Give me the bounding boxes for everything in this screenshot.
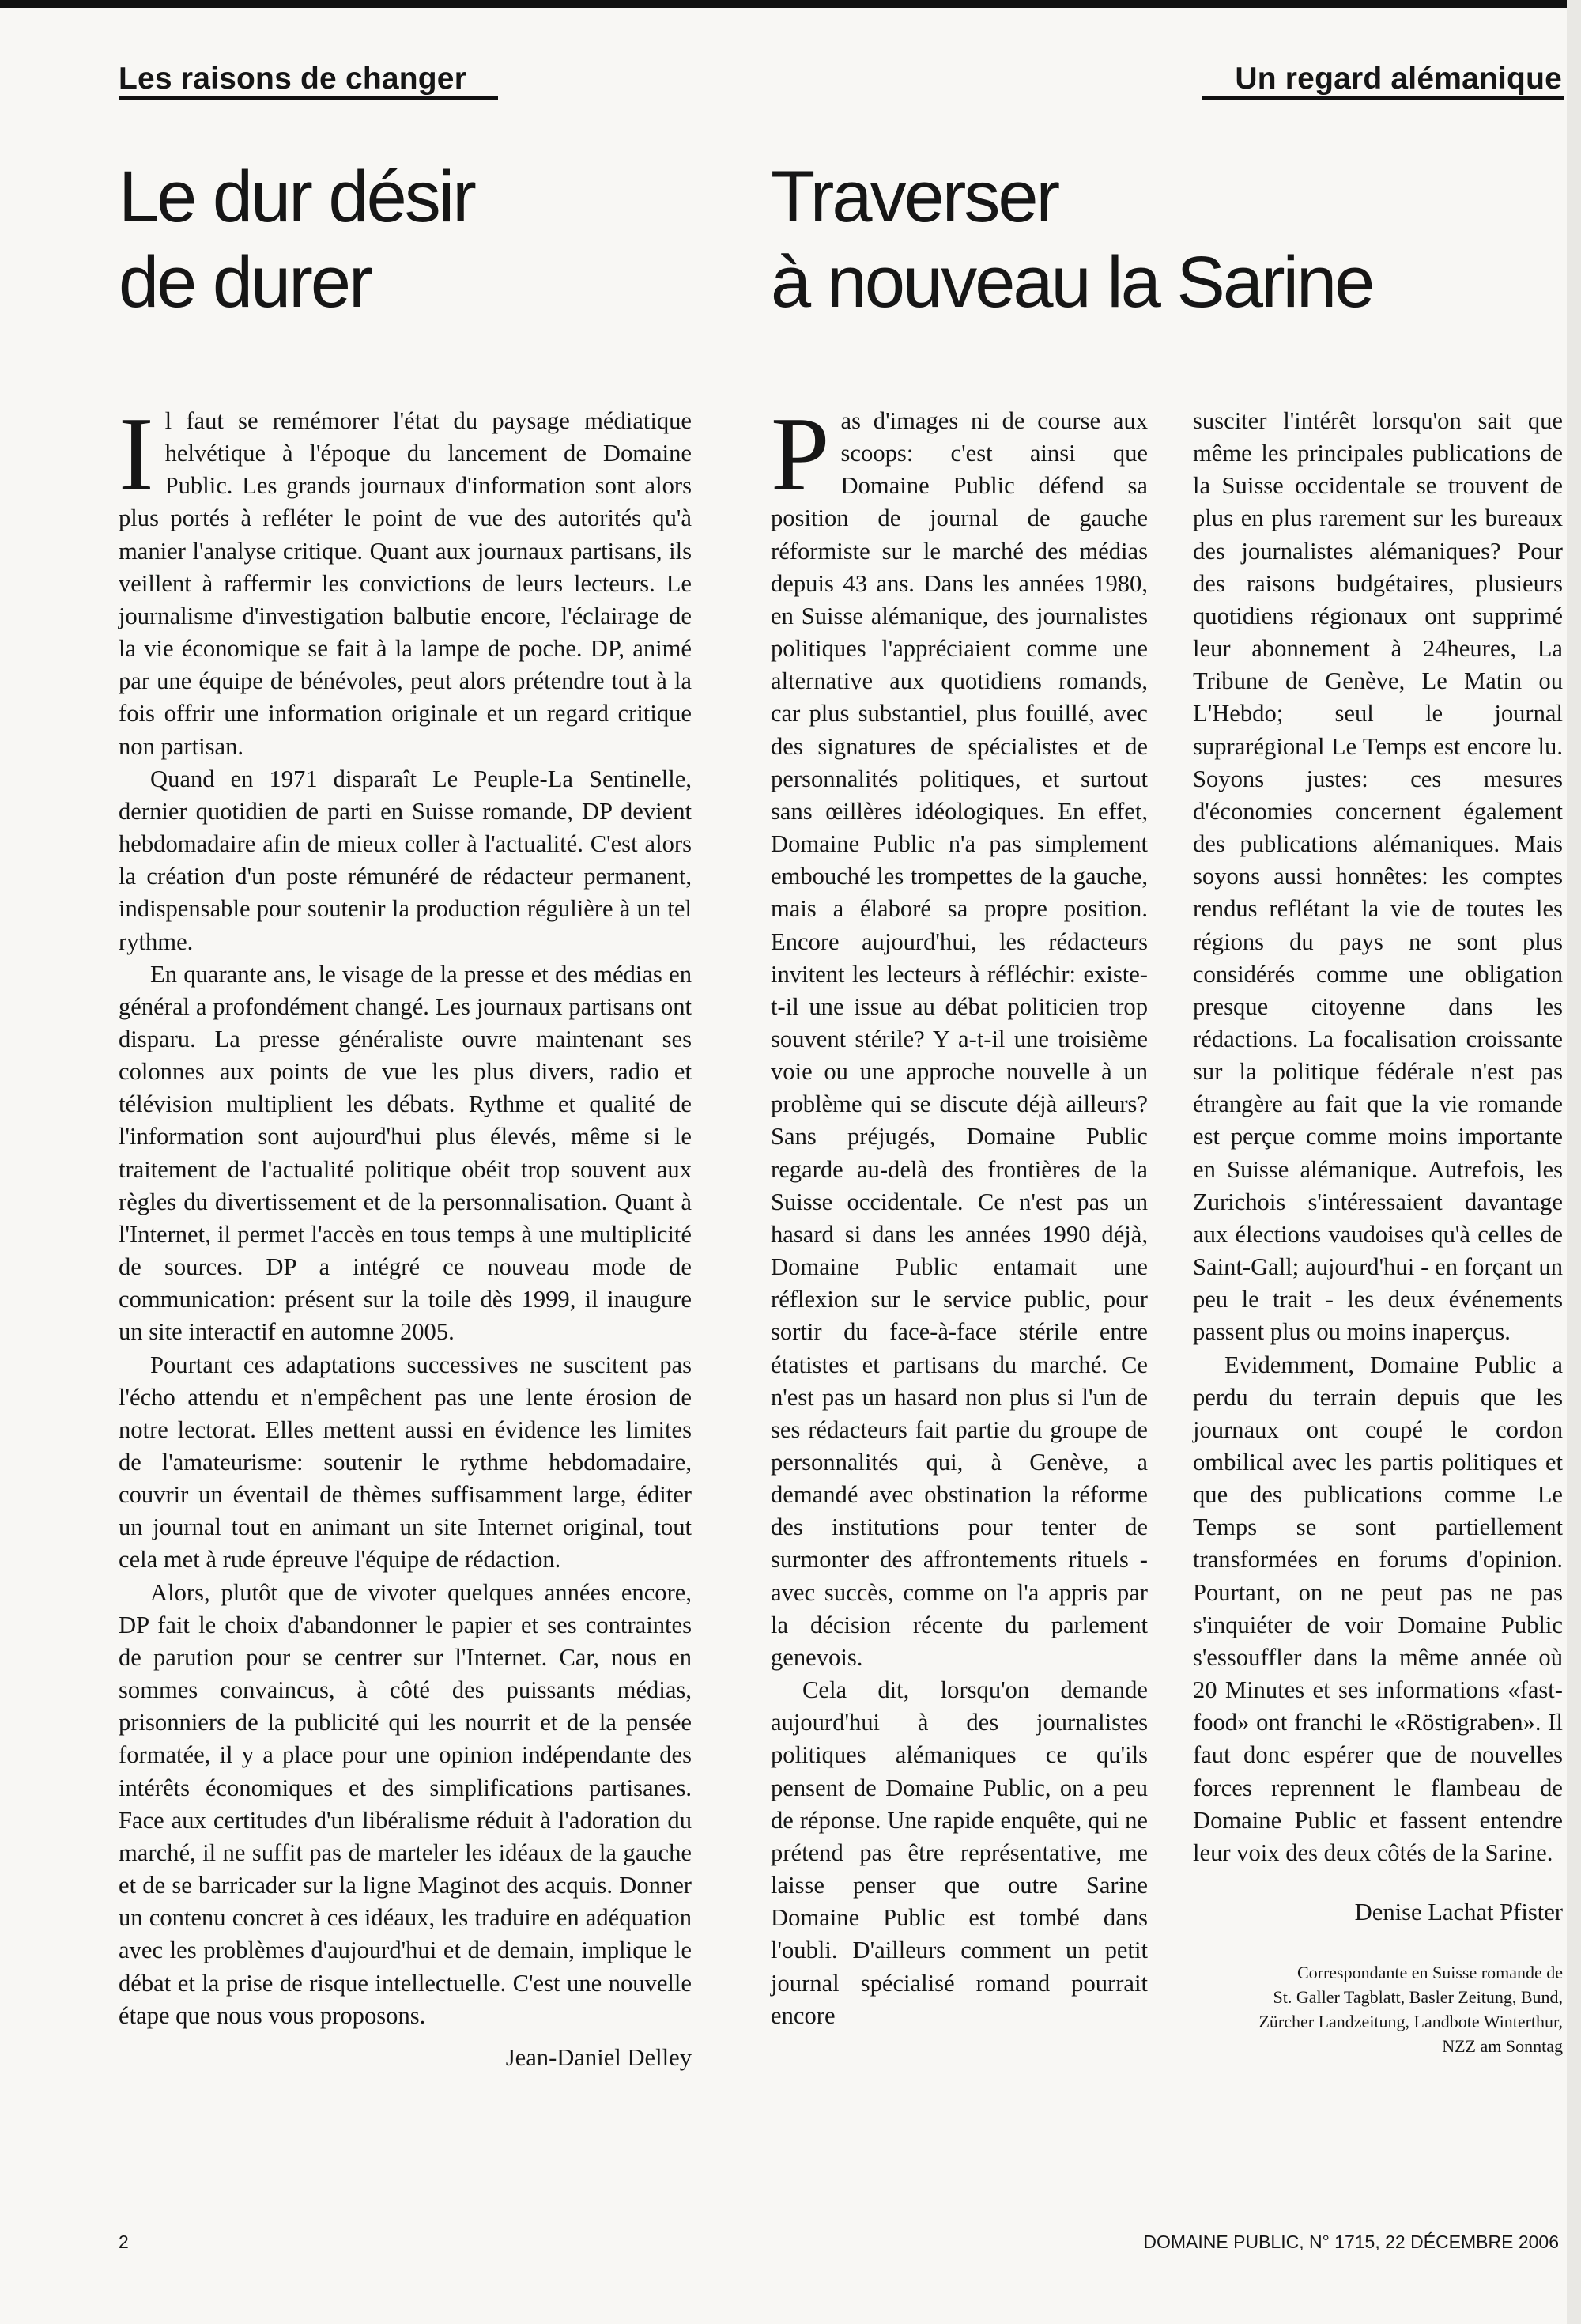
article2-paragraph-1: [771, 395, 1148, 1674]
article2-column-2: [1193, 405, 1563, 2058]
article2-headline-line1: Traverser: [771, 157, 1058, 237]
author-note-line-2: St. Galler Tagblatt, Basler Zeitung, Bund,: [1273, 1987, 1563, 2008]
publication-footer: DOMAINE PUBLIC, N° 1715, 22 DÉCEMBRE 2006: [1143, 2231, 1559, 2252]
top-rule: [0, 0, 1581, 8]
article2-paragraph-1-text: as d'images ni de course aux scoops: c'est ainsi que Domaine Public défend sa position de journal de gauche réformiste sur le marché des médias depuis 43 ans. Dans les années 1980, en Suisse alémanique, des journalistes politiques l'appréciaient comme une alternative aux quotidiens romands, car plus substantiel, plus fouillé, avec des signatures de spécialistes et de personnalités politiques, et surtout sans œillères idéologiques. En effet, Domaine Public n'a pas simplement embouché les trompettes de la gauche, mais a élaboré sa propre position. Encore aujourd'hui, les rédacteurs invitent les lecteurs à réfléchir: existe-t-il une issue au débat politicien trop souvent stérile? Y a-t-il une troisième voie ou une approche nouvelle à un problème qui se discute déjà ailleurs? Sans préjugés, Domaine Public regarde au-delà des frontières de la Suisse occidentale. Ce n'est pas un hasard si dans les années 1990 déjà, Domaine Public entamait une réflexion sur le service public, pour sortir du face-à-face stérile entre étatistes et partisans du marché. Ce n'est pas un hasard non plus si l'un de ses rédacteurs fait partie du groupe de personnalités qui, à Genève, a demandé avec obstination la réforme des institutions pour tenter de surmonter des affrontements rituels - avec succès, comme on l'a appris par la décision récente du parlement genevois.: [771, 407, 1148, 1671]
article1-headline-line2: de durer: [119, 242, 371, 323]
article1-paragraph-1-text: l faut se remémorer l'état du paysage médiatique helvétique à l'époque du lancement de Domaine Public. Les grands journaux d'information sont alors plus portés à refléter le point de vue des autorités qu'à manier l'analyse critique. Quant aux journaux partisans, ils veillent à raffermir les convictions de leurs lecteurs. Le journalisme d'investigation balbutie encore, l'éclairage de la vie économique se fait à la lampe de poche. DP, animé par une équipe de bénévoles, peut alors prétendre tout à la fois offrir une information originale et un regard critique non partisan.: [119, 407, 692, 760]
drop-cap: I: [119, 395, 154, 512]
article1-body: [119, 395, 692, 2074]
article1-paragraph-2: Quand en 1971 disparaît Le Peuple-La Sentinelle, dernier quotidien de parti en Suisse romande, DP devient hebdomadaire afin de mieux coller à l'actualité. C'est alors la création d'un poste rémunéré de rédacteur permanent, indispensable pour soutenir la production régulière à un tel rythme.: [119, 765, 692, 955]
author-note: [1193, 1960, 1563, 2058]
kicker-rule-left: [119, 96, 498, 100]
author-note-line-4: NZZ am Sonntag: [1442, 2036, 1563, 2057]
article2-paragraph-3: susciter l'intérêt lorsqu'on sait que même les principales publications de la Suisse occidentale se trouvent de plus en plus rarement sur les bureaux des journalistes alémaniques? Pour des raisons budgétaires, plusieurs quotidiens régionaux ont supprimé leur abonnement à 24heures, La Tribune de Genève, Le Matin ou L'Hebdo; seul le journal suprarégional Le Temps est encore lu. Soyons justes: ces mesures d'économies concernent également des publications alémaniques. Mais soyons aussi honnêtes: les comptes rendus reflétant la vie de toutes les régions du pays ne sont plus considérés comme une obligation presque citoyenne dans les rédactions. La focalisation croissante sur la politique fédérale n'est pas étrangère au fait que la vie romande est perçue comme moins importante en Suisse alémanique. Autrefois, les Zurichois s'intéressaient davantage aux élections vaudoises qu'à celles de Saint-Gall; aujourd'hui - en forçant un peu le trait - les deux événements passent plus ou moins inaperçus.: [1193, 407, 1563, 1346]
article2-headline: [771, 154, 1372, 325]
article2-paragraph-4: Evidemment, Domaine Public a perdu du terrain depuis que les journaux ont coupé le cordon ombilical avec les partis politiques et que des publications comme Le Temps se sont partiellement transformées en forums d'opinion. Pourtant, on ne peut pas ne pas s'inquiéter de voir Domaine Public s'essouffler dans la même année où 20 Minutes et ses informations «fast-food» ont franchi le «Röstigraben». Il faut donc espérer que de nouvelles forces reprennent le flambeau de Domaine Public et fassent entendre leur voix des deux côtés de la Sarine.: [1193, 1351, 1563, 1866]
article2-column-1: [771, 395, 1148, 2032]
section-kicker-left: Les raisons de changer: [119, 62, 467, 96]
author-note-line-3: Zürcher Landzeitung, Landbote Winterthur,: [1258, 2012, 1563, 2032]
author-note-line-1: Correspondante en Suisse romande de: [1296, 1963, 1563, 1983]
page-edge: [1567, 0, 1581, 2324]
article2-paragraph-2: Cela dit, lorsqu'on demande aujourd'hui à des journalistes politiques alémaniques ce qu'ils pensent de Domaine Public, on a peu de réponse. Une rapide enquête, qui ne prétend pas être représentative, me laisse penser que outre Sarine Domaine Public est tombé dans l'oubli. D'ailleurs comment un petit journal spécialisé romand pourrait encore: [771, 1676, 1148, 2029]
kicker-rule-right: [1202, 96, 1564, 100]
drop-cap: P: [771, 395, 830, 512]
article1-paragraph-3: En quarante ans, le visage de la presse et des médias en général a profondément changé. Les journaux partisans ont disparu. La presse généraliste ouvre maintenant ses colonnes aux points de vue les plus divers, radio et télévision multiplient les débats. Rythme et qualité de l'information sont aujourd'hui plus élevés, même si le traitement de l'actualité politique obéit trop souvent aux règles du divertissement et de la personnalisation. Quant à l'Internet, il permet l'accès en tous temps à une multiplicité de sources. DP a intégré ce nouveau mode de communication: présent sur la toile dès 1999, il inaugure un site interactif en automne 2005.: [119, 960, 692, 1346]
article1-author: Jean-Daniel Delley: [505, 2043, 692, 2071]
article1-paragraph-1: [119, 395, 692, 763]
article1-paragraph-4: Pourtant ces adaptations successives ne suscitent pas l'écho attendu et n'empêchent pas une lente érosion de notre lectorat. Elles mettent aussi en évidence les limites de l'amateurisme: soutenir le rythme hebdomadaire, couvrir un éventail de thèmes suffisamment large, éditer un journal tout en animant un site Internet original, tout cela met à rude épreuve l'équipe de rédaction.: [119, 1351, 692, 1574]
article2-headline-line2: à nouveau la Sarine: [771, 242, 1373, 323]
article1-paragraph-5: Alors, plutôt que de vivoter quelques années encore, DP fait le choix d'abandonner le papier et ses contraintes de parution pour se centrer sur l'Internet. Car, nous en sommes convaincus, à côté des puissants médias, prisonniers de la publicité qui les nourrit et de la pensée formatée, il y a place pour une opinion indépendante des intérêts économiques et des simplifications partisanes. Face aux certitudes d'un libéralisme réduit à l'adoration du marché, il ne suffit pas de marteler les idéaux de la gauche et de se barricader sur la ligne Maginot des acquis. Donner un contenu concret à ces idéaux, les traduire en adéquation avec les problèmes d'aujourd'hui et de demain, implique le débat et la prise de risque intellectuelle. C'est une nouvelle étape que nous vous proposons.: [119, 1578, 692, 2029]
section-kicker-right: Un regard alémanique: [1235, 62, 1562, 96]
article2-author: Denise Lachat Pfister: [1354, 1899, 1563, 1926]
article1-headline-line1: Le dur désir: [119, 157, 474, 237]
page-number: 2: [119, 2231, 129, 2252]
article1-headline: [119, 154, 474, 325]
